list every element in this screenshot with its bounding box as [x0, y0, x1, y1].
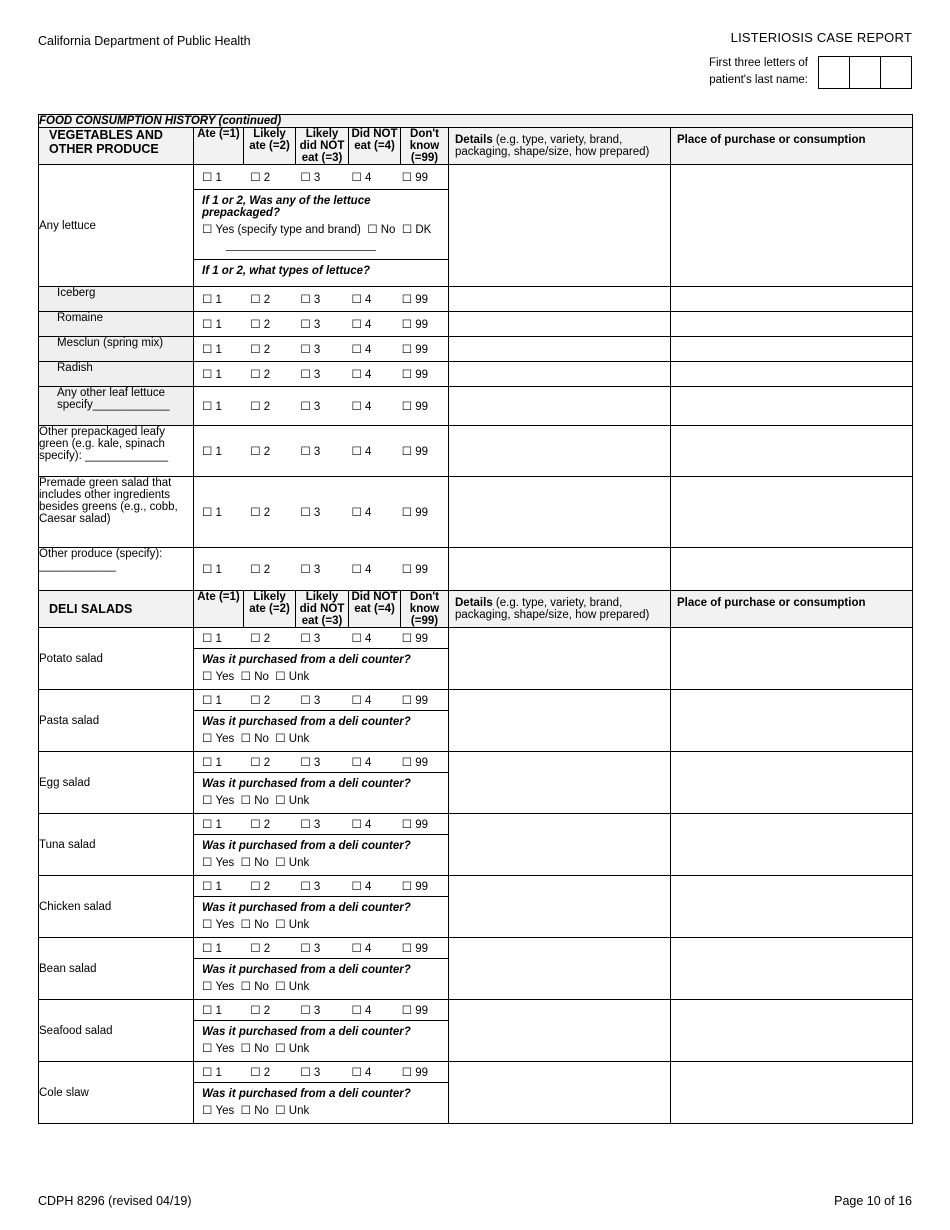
- table-row: [39, 387, 913, 426]
- col-ate: Ate (=1): [194, 591, 244, 628]
- deli-counter-no[interactable]: ☐ No: [237, 857, 269, 869]
- place-cell[interactable]: [671, 362, 913, 387]
- details-cell[interactable]: [449, 1000, 671, 1062]
- checkbox-option-4[interactable]: ☐ 4: [351, 446, 372, 458]
- checkbox-group[interactable]: [194, 752, 448, 772]
- checkbox-option-2[interactable]: ☐ 2: [250, 344, 271, 356]
- checkbox-option-2[interactable]: ☐ 2: [250, 633, 271, 645]
- col-details: [449, 591, 671, 628]
- checkbox-option-2[interactable]: ☐ 2: [250, 507, 271, 519]
- checkbox-option-99[interactable]: ☐ 99: [401, 507, 429, 519]
- place-cell[interactable]: [671, 1062, 913, 1124]
- checkbox-option-3[interactable]: ☐ 3: [300, 757, 321, 769]
- table-row: [39, 477, 913, 548]
- checkbox-option-1[interactable]: ☐ 1: [202, 294, 222, 306]
- row-codes-chicken-salad: [194, 876, 449, 938]
- checkbox-option-1[interactable]: ☐ 1: [202, 564, 222, 576]
- table-row: [39, 287, 913, 312]
- row-codes-potato-salad: [194, 628, 449, 690]
- deli-counter-question: Was it purchased from a deli counter?: [202, 716, 411, 728]
- col-group-deli: DELI SALADS: [39, 591, 194, 628]
- checkbox-option-3[interactable]: ☐ 3: [300, 172, 321, 184]
- col-place-label: Place of purchase or consumption: [677, 597, 866, 609]
- checkbox-option-1[interactable]: ☐ 1: [202, 172, 222, 184]
- table-row: [39, 362, 913, 387]
- place-cell[interactable]: [671, 387, 913, 426]
- checkbox-group[interactable]: [194, 1000, 448, 1020]
- checkbox-option-3[interactable]: ☐ 3: [300, 943, 321, 955]
- deli-counter-yes[interactable]: ☐ Yes: [202, 857, 235, 869]
- checkbox-option-1[interactable]: ☐ 1: [202, 881, 222, 893]
- col-details-rest: (e.g. type, variety, brand, packaging, shape/size, how prepared): [455, 134, 650, 158]
- checkbox-option-99[interactable]: ☐ 99: [401, 819, 429, 831]
- deli-counter-yes[interactable]: ☐ Yes: [202, 733, 235, 745]
- deli-counter-subquestion: [194, 648, 448, 689]
- row-codes-bean-salad: [194, 938, 449, 1000]
- table-row: [39, 426, 913, 477]
- deli-counter-unk[interactable]: ☐ Unk: [272, 919, 310, 931]
- section-title-row: [39, 115, 913, 128]
- lettuce-types-subquestion: [194, 259, 448, 286]
- details-cell[interactable]: [449, 938, 671, 1000]
- checkbox-option-1[interactable]: ☐ 1: [202, 369, 222, 381]
- col-likely-ate: Likely ate (=2): [244, 591, 296, 628]
- details-cell[interactable]: [449, 387, 671, 426]
- place-cell[interactable]: [671, 287, 913, 312]
- deli-counter-unk[interactable]: ☐ Unk: [272, 733, 310, 745]
- details-cell[interactable]: [449, 426, 671, 477]
- checkbox-option-99[interactable]: ☐ 99: [401, 401, 429, 413]
- deli-counter-subquestion: [194, 1020, 448, 1061]
- checkbox-option-99[interactable]: ☐ 99: [401, 172, 429, 184]
- place-cell[interactable]: [671, 548, 913, 591]
- deli-counter-yes[interactable]: ☐ Yes: [202, 795, 235, 807]
- deli-counter-subquestion: [194, 896, 448, 937]
- place-cell[interactable]: [671, 477, 913, 548]
- report-title: LISTERIOSIS CASE REPORT: [730, 30, 912, 45]
- checkbox-option-99[interactable]: ☐ 99: [401, 881, 429, 893]
- checkbox-group[interactable]: [194, 312, 448, 336]
- checkbox-option-3[interactable]: ☐ 3: [300, 695, 321, 707]
- deli-counter-unk[interactable]: ☐ Unk: [272, 1043, 310, 1055]
- checkbox-option-99[interactable]: ☐ 99: [401, 1005, 429, 1017]
- lettuce-brand-write-in[interactable]: [226, 242, 376, 251]
- checkbox-option-1[interactable]: ☐ 1: [202, 943, 222, 955]
- checkbox-group[interactable]: [194, 337, 448, 361]
- deli-counter-yes[interactable]: ☐ Yes: [202, 671, 235, 683]
- checkbox-group[interactable]: [194, 426, 448, 476]
- deli-counter-unk[interactable]: ☐ Unk: [272, 795, 310, 807]
- col-place: [671, 591, 913, 628]
- checkbox-option-3[interactable]: ☐ 3: [300, 507, 321, 519]
- checkbox-option-1[interactable]: ☐ 1: [202, 819, 222, 831]
- deli-counter-question: Was it purchased from a deli counter?: [202, 840, 411, 852]
- checkbox-option-4[interactable]: ☐ 4: [351, 943, 372, 955]
- checkbox-group[interactable]: [194, 814, 448, 834]
- checkbox-group[interactable]: [194, 387, 448, 425]
- checkbox-option-4[interactable]: ☐ 4: [351, 507, 372, 519]
- row-label-premade-green-salad: Premade green salad that includes other ingredients besides greens (e.g., cobb, Caesar salad): [39, 477, 194, 548]
- checkbox-option-3[interactable]: ☐ 3: [300, 1067, 321, 1079]
- row-label-romaine: Romaine: [39, 312, 194, 337]
- row-label-seafood-salad: Seafood salad: [39, 1000, 194, 1062]
- patient-initials-label-line1: First three letters of: [708, 57, 808, 69]
- food-consumption-table: [38, 114, 913, 1124]
- place-cell[interactable]: [671, 1000, 913, 1062]
- checkbox-group[interactable]: [194, 165, 448, 189]
- row-label-chicken-salad: Chicken salad: [39, 876, 194, 938]
- checkbox-option-1[interactable]: ☐ 1: [202, 1005, 222, 1017]
- deli-counter-no[interactable]: ☐ No: [237, 981, 269, 993]
- initial-box-1[interactable]: [819, 57, 850, 88]
- checkbox-option-99[interactable]: ☐ 99: [401, 446, 429, 458]
- checkbox-option-4[interactable]: ☐ 4: [351, 172, 372, 184]
- checkbox-option-1[interactable]: ☐ 1: [202, 1067, 222, 1079]
- deli-counter-subquestion: [194, 958, 448, 999]
- deli-counter-no[interactable]: ☐ No: [237, 671, 269, 683]
- deli-header-row: [39, 591, 913, 628]
- lettuce-prepackaged-question: If 1 or 2, Was any of the lettuce prepackaged?: [202, 195, 371, 219]
- checkbox-option-2[interactable]: ☐ 2: [250, 446, 271, 458]
- details-cell[interactable]: [449, 287, 671, 312]
- checkbox-option-2[interactable]: ☐ 2: [250, 943, 271, 955]
- row-codes-premade-green-salad: [194, 477, 449, 548]
- initial-box-2[interactable]: [850, 57, 881, 88]
- checkbox-option-99[interactable]: ☐ 99: [401, 1067, 429, 1079]
- checkbox-option-2[interactable]: ☐ 2: [250, 172, 271, 184]
- checkbox-option-2[interactable]: ☐ 2: [250, 1067, 271, 1079]
- col-likely-did-not-eat: Likely did NOT eat (=3): [296, 591, 349, 628]
- checkbox-option-1[interactable]: ☐ 1: [202, 446, 222, 458]
- table-row: [39, 690, 913, 752]
- checkbox-option-3[interactable]: ☐ 3: [300, 294, 321, 306]
- col-dont-know: Don't know (=99): [401, 128, 449, 165]
- deli-counter-question: Was it purchased from a deli counter?: [202, 1026, 411, 1038]
- patient-initials-row: [709, 55, 912, 89]
- checkbox-option-3[interactable]: ☐ 3: [300, 633, 321, 645]
- checkbox-option-4[interactable]: ☐ 4: [351, 564, 372, 576]
- table-row: [39, 752, 913, 814]
- checkbox-group[interactable]: [194, 548, 448, 590]
- col-details-bold: Details: [455, 597, 493, 609]
- deli-counter-question: Was it purchased from a deli counter?: [202, 1088, 411, 1100]
- deli-counter-subquestion: [194, 1082, 448, 1123]
- details-cell[interactable]: [449, 165, 671, 287]
- row-codes-other-prepackaged-leafy-green: [194, 426, 449, 477]
- deli-counter-unk[interactable]: ☐ Unk: [272, 671, 310, 683]
- checkbox-option-4[interactable]: ☐ 4: [351, 401, 372, 413]
- deli-counter-yes[interactable]: ☐ Yes: [202, 1043, 235, 1055]
- row-codes-seafood-salad: [194, 1000, 449, 1062]
- deli-counter-unk[interactable]: ☐ Unk: [272, 1105, 310, 1117]
- checkbox-group[interactable]: [194, 362, 448, 386]
- section-title: FOOD CONSUMPTION HISTORY (continued): [39, 115, 913, 128]
- checkbox-option-2[interactable]: ☐ 2: [250, 881, 271, 893]
- row-codes-romaine: [194, 312, 449, 337]
- col-ate: Ate (=1): [194, 128, 244, 165]
- checkbox-option-4[interactable]: ☐ 4: [351, 319, 372, 331]
- row-codes-iceberg: [194, 287, 449, 312]
- checkbox-option-4[interactable]: ☐ 4: [351, 881, 372, 893]
- row-codes-pasta-salad: [194, 690, 449, 752]
- row-label-egg-salad: Egg salad: [39, 752, 194, 814]
- row-codes-egg-salad: [194, 752, 449, 814]
- col-did-not-eat: Did NOT eat (=4): [349, 591, 401, 628]
- table-row: [39, 1000, 913, 1062]
- checkbox-option-2[interactable]: ☐ 2: [250, 695, 271, 707]
- deli-counter-unk[interactable]: ☐ Unk: [272, 981, 310, 993]
- checkbox-option-3[interactable]: ☐ 3: [300, 819, 321, 831]
- place-cell[interactable]: [671, 752, 913, 814]
- checkbox-option-99[interactable]: ☐ 99: [401, 943, 429, 955]
- lettuce-prepackaged-subquestion: [194, 189, 448, 259]
- table-row: [39, 165, 913, 287]
- deli-counter-no[interactable]: ☐ No: [237, 733, 269, 745]
- checkbox-option-2[interactable]: ☐ 2: [250, 294, 271, 306]
- checkbox-option-99[interactable]: ☐ 99: [401, 294, 429, 306]
- row-label-tuna-salad: Tuna salad: [39, 814, 194, 876]
- details-cell[interactable]: [449, 362, 671, 387]
- table-row: [39, 814, 913, 876]
- place-cell[interactable]: [671, 814, 913, 876]
- col-details-bold: Details: [455, 134, 493, 146]
- details-cell[interactable]: [449, 628, 671, 690]
- form-id: CDPH 8296 (revised 04/19): [38, 1194, 192, 1208]
- deli-counter-no[interactable]: ☐ No: [237, 1043, 269, 1055]
- checkbox-option-1[interactable]: ☐ 1: [202, 633, 222, 645]
- patient-initials-label: [709, 55, 808, 89]
- col-place: [671, 128, 913, 165]
- table-row: [39, 1062, 913, 1124]
- checkbox-option-4[interactable]: ☐ 4: [351, 633, 372, 645]
- row-label-pasta-salad: Pasta salad: [39, 690, 194, 752]
- lettuce-prepackaged-dk[interactable]: ☐ DK: [398, 224, 432, 236]
- details-cell[interactable]: [449, 690, 671, 752]
- row-codes-tuna-salad: [194, 814, 449, 876]
- row-label-cole-slaw: Cole slaw: [39, 1062, 194, 1124]
- place-cell[interactable]: [671, 165, 913, 287]
- checkbox-group[interactable]: [194, 287, 448, 311]
- checkbox-group[interactable]: [194, 690, 448, 710]
- deli-counter-question: Was it purchased from a deli counter?: [202, 902, 411, 914]
- checkbox-option-1[interactable]: ☐ 1: [202, 344, 222, 356]
- deli-counter-subquestion: [194, 834, 448, 875]
- row-label-any-lettuce: Any lettuce: [39, 165, 194, 287]
- row-codes-radish: [194, 362, 449, 387]
- deli-counter-no[interactable]: ☐ No: [237, 795, 269, 807]
- lettuce-prepackaged-yes[interactable]: ☐ Yes (specify type and brand): [202, 224, 361, 236]
- row-label-other-prepackaged-leafy-green: Other prepackaged leafy green (e.g. kale, spinach specify): _____________: [39, 426, 194, 477]
- place-cell[interactable]: [671, 690, 913, 752]
- col-likely-ate: Likely ate (=2): [244, 128, 296, 165]
- checkbox-group[interactable]: [194, 1062, 448, 1082]
- deli-counter-no[interactable]: ☐ No: [237, 919, 269, 931]
- deli-counter-subquestion: [194, 710, 448, 751]
- produce-header-row: [39, 128, 913, 165]
- checkbox-option-2[interactable]: ☐ 2: [250, 319, 271, 331]
- details-cell[interactable]: [449, 312, 671, 337]
- details-cell[interactable]: [449, 548, 671, 591]
- checkbox-option-4[interactable]: ☐ 4: [351, 369, 372, 381]
- col-dont-know: Don't know (=99): [401, 591, 449, 628]
- row-label-bean-salad: Bean salad: [39, 938, 194, 1000]
- table-row: [39, 938, 913, 1000]
- table-row: [39, 337, 913, 362]
- checkbox-option-1[interactable]: ☐ 1: [202, 507, 222, 519]
- table-row: [39, 876, 913, 938]
- place-cell[interactable]: [671, 938, 913, 1000]
- deli-counter-unk[interactable]: ☐ Unk: [272, 857, 310, 869]
- checkbox-option-3[interactable]: ☐ 3: [300, 881, 321, 893]
- deli-counter-question: Was it purchased from a deli counter?: [202, 654, 411, 666]
- row-label-potato-salad: Potato salad: [39, 628, 194, 690]
- patient-initials-label-line2: patient's last name:: [709, 74, 808, 86]
- col-group-produce: VEGETABLES AND OTHER PRODUCE: [39, 128, 194, 165]
- checkbox-option-2[interactable]: ☐ 2: [250, 401, 271, 413]
- table-row: [39, 312, 913, 337]
- agency-name: California Department of Public Health: [38, 34, 251, 48]
- checkbox-option-3[interactable]: ☐ 3: [300, 401, 321, 413]
- deli-counter-yes[interactable]: ☐ Yes: [202, 981, 235, 993]
- deli-counter-no[interactable]: ☐ No: [237, 1105, 269, 1117]
- place-cell[interactable]: [671, 312, 913, 337]
- details-cell[interactable]: [449, 752, 671, 814]
- place-cell[interactable]: [671, 628, 913, 690]
- details-cell[interactable]: [449, 1062, 671, 1124]
- checkbox-option-2[interactable]: ☐ 2: [250, 1005, 271, 1017]
- checkbox-option-1[interactable]: ☐ 1: [202, 401, 222, 413]
- checkbox-option-3[interactable]: ☐ 3: [300, 344, 321, 356]
- row-codes-other-leaf-lettuce: [194, 387, 449, 426]
- details-cell[interactable]: [449, 876, 671, 938]
- checkbox-option-4[interactable]: ☐ 4: [351, 757, 372, 769]
- details-cell[interactable]: [449, 337, 671, 362]
- checkbox-option-99[interactable]: ☐ 99: [401, 757, 429, 769]
- col-did-not-eat: Did NOT eat (=4): [349, 128, 401, 165]
- row-codes-cole-slaw: [194, 1062, 449, 1124]
- table-row: [39, 628, 913, 690]
- page-header: [38, 30, 912, 89]
- deli-counter-yes[interactable]: ☐ Yes: [202, 919, 235, 931]
- deli-counter-question: Was it purchased from a deli counter?: [202, 778, 411, 790]
- row-label-other-leaf-lettuce: Any other leaf lettuce specify____________: [39, 387, 194, 426]
- row-label-mesclun: Mesclun (spring mix): [39, 337, 194, 362]
- checkbox-option-2[interactable]: ☐ 2: [250, 564, 271, 576]
- col-details: [449, 128, 671, 165]
- checkbox-option-1[interactable]: ☐ 1: [202, 757, 222, 769]
- patient-initials-boxes[interactable]: [818, 56, 912, 89]
- col-details-rest: (e.g. type, variety, brand, packaging, shape/size, how prepared): [455, 597, 650, 621]
- lettuce-prepackaged-no[interactable]: ☐ No: [364, 224, 396, 236]
- place-cell[interactable]: [671, 337, 913, 362]
- checkbox-option-99[interactable]: ☐ 99: [401, 633, 429, 645]
- row-codes-any-lettuce: [194, 165, 449, 287]
- checkbox-option-3[interactable]: ☐ 3: [300, 564, 321, 576]
- checkbox-option-3[interactable]: ☐ 3: [300, 319, 321, 331]
- checkbox-option-99[interactable]: ☐ 99: [401, 564, 429, 576]
- checkbox-option-4[interactable]: ☐ 4: [351, 294, 372, 306]
- checkbox-option-1[interactable]: ☐ 1: [202, 319, 222, 331]
- table-row: [39, 548, 913, 591]
- row-codes-other-produce: [194, 548, 449, 591]
- row-label-radish: Radish: [39, 362, 194, 387]
- place-cell[interactable]: [671, 876, 913, 938]
- checkbox-group[interactable]: [194, 938, 448, 958]
- checkbox-option-4[interactable]: ☐ 4: [351, 344, 372, 356]
- checkbox-option-99[interactable]: ☐ 99: [401, 369, 429, 381]
- deli-counter-question: Was it purchased from a deli counter?: [202, 964, 411, 976]
- checkbox-option-3[interactable]: ☐ 3: [300, 1005, 321, 1017]
- row-label-other-produce: Other produce (specify): ____________: [39, 548, 194, 591]
- checkbox-option-3[interactable]: ☐ 3: [300, 369, 321, 381]
- checkbox-option-4[interactable]: ☐ 4: [351, 1005, 372, 1017]
- page-footer: [38, 1194, 912, 1208]
- checkbox-group[interactable]: [194, 477, 448, 547]
- row-label-iceberg: Iceberg: [39, 287, 194, 312]
- report-header: [709, 30, 912, 89]
- details-cell[interactable]: [449, 477, 671, 548]
- col-likely-did-not-eat: Likely did NOT eat (=3): [296, 128, 349, 165]
- checkbox-option-2[interactable]: ☐ 2: [250, 819, 271, 831]
- checkbox-option-99[interactable]: ☐ 99: [401, 695, 429, 707]
- initial-box-3[interactable]: [881, 57, 911, 88]
- checkbox-option-2[interactable]: ☐ 2: [250, 757, 271, 769]
- checkbox-group[interactable]: [194, 876, 448, 896]
- details-cell[interactable]: [449, 814, 671, 876]
- checkbox-option-2[interactable]: ☐ 2: [250, 369, 271, 381]
- checkbox-option-4[interactable]: ☐ 4: [351, 1067, 372, 1079]
- place-cell[interactable]: [671, 426, 913, 477]
- row-codes-mesclun: [194, 337, 449, 362]
- checkbox-option-4[interactable]: ☐ 4: [351, 819, 372, 831]
- checkbox-option-3[interactable]: ☐ 3: [300, 446, 321, 458]
- checkbox-option-4[interactable]: ☐ 4: [351, 695, 372, 707]
- col-place-label: Place of purchase or consumption: [677, 134, 866, 146]
- lettuce-types-question: If 1 or 2, what types of lettuce?: [202, 265, 371, 277]
- checkbox-option-99[interactable]: ☐ 99: [401, 344, 429, 356]
- page-number: Page 10 of 16: [834, 1194, 912, 1208]
- checkbox-option-1[interactable]: ☐ 1: [202, 695, 222, 707]
- checkbox-group[interactable]: [194, 628, 448, 648]
- checkbox-option-99[interactable]: ☐ 99: [401, 319, 429, 331]
- deli-counter-subquestion: [194, 772, 448, 813]
- deli-counter-yes[interactable]: ☐ Yes: [202, 1105, 235, 1117]
